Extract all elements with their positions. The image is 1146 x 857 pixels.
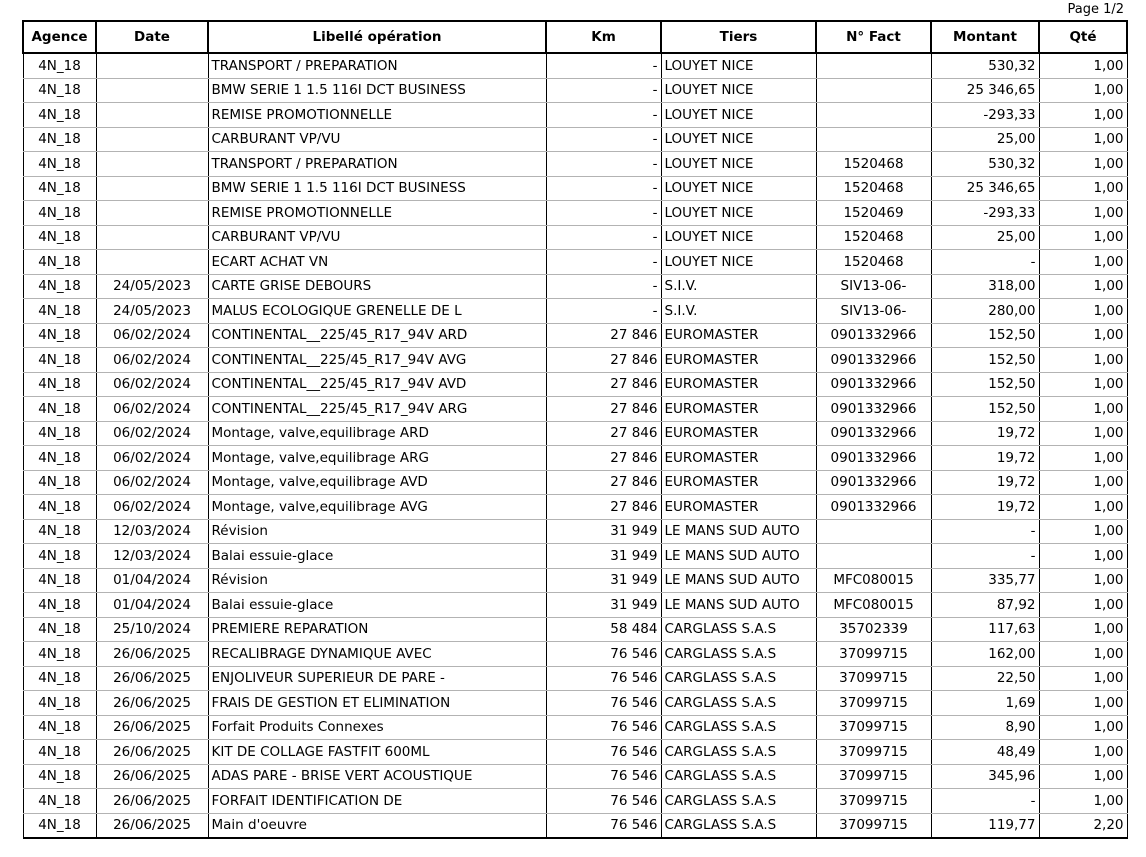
cell-agence: 4N_18	[23, 372, 96, 397]
cell-tiers: EUROMASTER	[661, 495, 816, 520]
cell-tiers: CARGLASS S.A.S	[661, 642, 816, 667]
cell-libelle: KIT DE COLLAGE FASTFIT 600ML	[208, 740, 546, 765]
cell-libelle: RECALIBRAGE DYNAMIQUE AVEC	[208, 642, 546, 667]
cell-libelle: CONTINENTAL__225/45_R17_94V ARD	[208, 323, 546, 348]
cell-date: 06/02/2024	[96, 348, 208, 373]
cell-montant: -	[931, 789, 1039, 814]
table-row	[23, 789, 1127, 814]
cell-montant: 119,77	[931, 813, 1039, 838]
cell-date: 06/02/2024	[96, 495, 208, 520]
cell-montant: 8,90	[931, 715, 1039, 740]
cell-date: 12/03/2024	[96, 519, 208, 544]
cell-km: 76 546	[546, 691, 661, 716]
cell-agence: 4N_18	[23, 764, 96, 789]
cell-montant: 87,92	[931, 593, 1039, 618]
cell-tiers: CARGLASS S.A.S	[661, 715, 816, 740]
cell-tiers: CARGLASS S.A.S	[661, 789, 816, 814]
cell-date: 26/06/2025	[96, 715, 208, 740]
cell-date	[96, 127, 208, 152]
cell-libelle: Révision	[208, 568, 546, 593]
table-row	[23, 250, 1127, 275]
cell-libelle: CARBURANT VP/VU	[208, 127, 546, 152]
cell-tiers: EUROMASTER	[661, 397, 816, 422]
cell-km: 76 546	[546, 715, 661, 740]
table-row	[23, 421, 1127, 446]
operations-table	[22, 20, 1128, 839]
cell-date: 06/02/2024	[96, 446, 208, 471]
cell-qte: 1,00	[1039, 372, 1127, 397]
cell-montant: 152,50	[931, 397, 1039, 422]
cell-montant: 22,50	[931, 666, 1039, 691]
cell-agence: 4N_18	[23, 593, 96, 618]
cell-km: -	[546, 299, 661, 324]
cell-nfact: MFC080015	[816, 593, 931, 618]
cell-date	[96, 78, 208, 103]
cell-tiers: EUROMASTER	[661, 470, 816, 495]
cell-agence: 4N_18	[23, 519, 96, 544]
cell-nfact: 1520468	[816, 225, 931, 250]
cell-nfact: 37099715	[816, 715, 931, 740]
cell-qte: 1,00	[1039, 78, 1127, 103]
cell-agence: 4N_18	[23, 78, 96, 103]
cell-km: 31 949	[546, 519, 661, 544]
cell-qte: 1,00	[1039, 348, 1127, 373]
cell-montant: 530,32	[931, 152, 1039, 177]
cell-libelle: PREMIERE REPARATION	[208, 617, 546, 642]
cell-libelle: Montage, valve,equilibrage AVG	[208, 495, 546, 520]
cell-nfact: 37099715	[816, 666, 931, 691]
cell-agence: 4N_18	[23, 568, 96, 593]
cell-libelle: Forfait Produits Connexes	[208, 715, 546, 740]
cell-tiers: EUROMASTER	[661, 446, 816, 471]
cell-tiers: EUROMASTER	[661, 372, 816, 397]
cell-qte: 1,00	[1039, 617, 1127, 642]
cell-montant: 25,00	[931, 225, 1039, 250]
cell-agence: 4N_18	[23, 397, 96, 422]
cell-libelle: TRANSPORT / PREPARATION	[208, 53, 546, 78]
cell-nfact: 37099715	[816, 813, 931, 838]
table-row	[23, 127, 1127, 152]
cell-montant: 19,72	[931, 446, 1039, 471]
table-row	[23, 372, 1127, 397]
header-tiers: Tiers	[661, 21, 816, 53]
cell-qte: 1,00	[1039, 470, 1127, 495]
cell-km: 31 949	[546, 593, 661, 618]
cell-libelle: Montage, valve,equilibrage AVD	[208, 470, 546, 495]
cell-tiers: LOUYET NICE	[661, 201, 816, 226]
cell-nfact	[816, 78, 931, 103]
cell-libelle: CONTINENTAL__225/45_R17_94V AVG	[208, 348, 546, 373]
cell-qte: 1,00	[1039, 103, 1127, 128]
cell-km: 76 546	[546, 813, 661, 838]
cell-agence: 4N_18	[23, 176, 96, 201]
cell-nfact	[816, 53, 931, 78]
cell-qte: 1,00	[1039, 568, 1127, 593]
cell-agence: 4N_18	[23, 127, 96, 152]
cell-km: -	[546, 176, 661, 201]
cell-km: -	[546, 127, 661, 152]
table-row	[23, 740, 1127, 765]
cell-qte: 1,00	[1039, 299, 1127, 324]
cell-tiers: LE MANS SUD AUTO	[661, 544, 816, 569]
cell-km: -	[546, 103, 661, 128]
cell-km: 27 846	[546, 372, 661, 397]
cell-date: 12/03/2024	[96, 544, 208, 569]
table-row	[23, 544, 1127, 569]
cell-libelle: FRAIS DE GESTION ET ELIMINATION	[208, 691, 546, 716]
cell-date	[96, 176, 208, 201]
cell-tiers: LOUYET NICE	[661, 78, 816, 103]
table-row	[23, 593, 1127, 618]
cell-date: 26/06/2025	[96, 666, 208, 691]
cell-qte: 1,00	[1039, 201, 1127, 226]
cell-montant: -	[931, 519, 1039, 544]
cell-qte: 1,00	[1039, 764, 1127, 789]
cell-montant: 1,69	[931, 691, 1039, 716]
table-row	[23, 446, 1127, 471]
cell-km: -	[546, 78, 661, 103]
cell-nfact: 35702339	[816, 617, 931, 642]
table-row	[23, 53, 1127, 78]
cell-qte: 1,00	[1039, 225, 1127, 250]
cell-agence: 4N_18	[23, 813, 96, 838]
cell-agence: 4N_18	[23, 250, 96, 275]
cell-tiers: EUROMASTER	[661, 323, 816, 348]
cell-km: -	[546, 152, 661, 177]
cell-nfact: 1520468	[816, 152, 931, 177]
cell-montant: 152,50	[931, 372, 1039, 397]
cell-tiers: EUROMASTER	[661, 421, 816, 446]
cell-tiers: S.I.V.	[661, 299, 816, 324]
table-row	[23, 813, 1127, 838]
cell-qte: 1,00	[1039, 176, 1127, 201]
cell-agence: 4N_18	[23, 274, 96, 299]
cell-libelle: TRANSPORT / PREPARATION	[208, 152, 546, 177]
cell-tiers: LOUYET NICE	[661, 225, 816, 250]
cell-qte: 1,00	[1039, 127, 1127, 152]
cell-montant: 280,00	[931, 299, 1039, 324]
cell-nfact: 0901332966	[816, 421, 931, 446]
table-row	[23, 666, 1127, 691]
cell-nfact: 1520468	[816, 176, 931, 201]
cell-montant: -293,33	[931, 103, 1039, 128]
cell-libelle: ENJOLIVEUR SUPERIEUR DE PARE -	[208, 666, 546, 691]
cell-montant: 19,72	[931, 470, 1039, 495]
cell-date: 26/06/2025	[96, 642, 208, 667]
cell-nfact: 37099715	[816, 740, 931, 765]
cell-montant: 19,72	[931, 421, 1039, 446]
cell-date	[96, 201, 208, 226]
cell-montant: 335,77	[931, 568, 1039, 593]
cell-date	[96, 225, 208, 250]
cell-libelle: Révision	[208, 519, 546, 544]
table-row	[23, 348, 1127, 373]
header-libelle: Libellé opération	[208, 21, 546, 53]
cell-date: 26/06/2025	[96, 740, 208, 765]
cell-date: 26/06/2025	[96, 691, 208, 716]
cell-km: -	[546, 225, 661, 250]
cell-km: 27 846	[546, 470, 661, 495]
cell-agence: 4N_18	[23, 642, 96, 667]
cell-date: 25/10/2024	[96, 617, 208, 642]
header-date: Date	[96, 21, 208, 53]
cell-qte: 1,00	[1039, 421, 1127, 446]
cell-qte: 1,00	[1039, 593, 1127, 618]
cell-date: 06/02/2024	[96, 421, 208, 446]
cell-nfact: 0901332966	[816, 323, 931, 348]
cell-montant: 162,00	[931, 642, 1039, 667]
cell-nfact	[816, 103, 931, 128]
cell-km: 27 846	[546, 323, 661, 348]
cell-qte: 1,00	[1039, 642, 1127, 667]
cell-qte: 1,00	[1039, 152, 1127, 177]
cell-libelle: REMISE PROMOTIONNELLE	[208, 103, 546, 128]
cell-libelle: FORFAIT IDENTIFICATION DE	[208, 789, 546, 814]
cell-agence: 4N_18	[23, 617, 96, 642]
cell-nfact: 0901332966	[816, 470, 931, 495]
table-row	[23, 519, 1127, 544]
cell-libelle: ADAS PARE - BRISE VERT ACOUSTIQUE	[208, 764, 546, 789]
cell-montant: -293,33	[931, 201, 1039, 226]
cell-tiers: LOUYET NICE	[661, 53, 816, 78]
header-nfact: N° Fact	[816, 21, 931, 53]
table-row	[23, 617, 1127, 642]
cell-nfact: 0901332966	[816, 446, 931, 471]
header-qte: Qté	[1039, 21, 1127, 53]
cell-libelle: Montage, valve,equilibrage ARG	[208, 446, 546, 471]
cell-nfact: 0901332966	[816, 372, 931, 397]
cell-montant: 48,49	[931, 740, 1039, 765]
cell-agence: 4N_18	[23, 53, 96, 78]
cell-km: 76 546	[546, 764, 661, 789]
cell-date	[96, 103, 208, 128]
cell-tiers: CARGLASS S.A.S	[661, 617, 816, 642]
cell-date: 24/05/2023	[96, 299, 208, 324]
cell-montant: 345,96	[931, 764, 1039, 789]
cell-tiers: CARGLASS S.A.S	[661, 740, 816, 765]
cell-agence: 4N_18	[23, 225, 96, 250]
cell-date: 06/02/2024	[96, 397, 208, 422]
cell-tiers: EUROMASTER	[661, 348, 816, 373]
cell-date: 26/06/2025	[96, 813, 208, 838]
cell-date	[96, 53, 208, 78]
cell-libelle: CARTE GRISE DEBOURS	[208, 274, 546, 299]
cell-qte: 1,00	[1039, 250, 1127, 275]
cell-montant: 117,63	[931, 617, 1039, 642]
cell-agence: 4N_18	[23, 446, 96, 471]
cell-qte: 1,00	[1039, 715, 1127, 740]
cell-tiers: CARGLASS S.A.S	[661, 666, 816, 691]
cell-qte: 1,00	[1039, 691, 1127, 716]
cell-libelle: CONTINENTAL__225/45_R17_94V AVD	[208, 372, 546, 397]
cell-tiers: LE MANS SUD AUTO	[661, 593, 816, 618]
cell-libelle: BMW SERIE 1 1.5 116I DCT BUSINESS	[208, 78, 546, 103]
cell-qte: 1,00	[1039, 397, 1127, 422]
cell-nfact: 0901332966	[816, 495, 931, 520]
cell-qte: 1,00	[1039, 323, 1127, 348]
cell-km: 27 846	[546, 397, 661, 422]
cell-montant: 25,00	[931, 127, 1039, 152]
cell-km: -	[546, 250, 661, 275]
table-row	[23, 397, 1127, 422]
cell-agence: 4N_18	[23, 103, 96, 128]
cell-agence: 4N_18	[23, 323, 96, 348]
cell-montant: -	[931, 250, 1039, 275]
cell-tiers: LOUYET NICE	[661, 103, 816, 128]
cell-date: 01/04/2024	[96, 568, 208, 593]
cell-agence: 4N_18	[23, 421, 96, 446]
cell-nfact	[816, 127, 931, 152]
cell-date	[96, 250, 208, 275]
cell-nfact: 37099715	[816, 789, 931, 814]
cell-nfact: 1520469	[816, 201, 931, 226]
cell-libelle: CARBURANT VP/VU	[208, 225, 546, 250]
cell-agence: 4N_18	[23, 348, 96, 373]
cell-km: 76 546	[546, 666, 661, 691]
cell-tiers: LE MANS SUD AUTO	[661, 519, 816, 544]
cell-montant: 25 346,65	[931, 176, 1039, 201]
cell-agence: 4N_18	[23, 201, 96, 226]
cell-nfact	[816, 519, 931, 544]
cell-tiers: S.I.V.	[661, 274, 816, 299]
cell-qte: 1,00	[1039, 519, 1127, 544]
cell-montant: 152,50	[931, 348, 1039, 373]
cell-montant: -	[931, 544, 1039, 569]
cell-qte: 1,00	[1039, 789, 1127, 814]
cell-agence: 4N_18	[23, 740, 96, 765]
cell-km: 27 846	[546, 421, 661, 446]
cell-tiers: LOUYET NICE	[661, 127, 816, 152]
cell-km: 76 546	[546, 740, 661, 765]
cell-date	[96, 152, 208, 177]
cell-tiers: LE MANS SUD AUTO	[661, 568, 816, 593]
header-km: Km	[546, 21, 661, 53]
cell-km: 27 846	[546, 348, 661, 373]
cell-qte: 1,00	[1039, 740, 1127, 765]
cell-date: 06/02/2024	[96, 470, 208, 495]
cell-nfact: 1520468	[816, 250, 931, 275]
cell-qte: 1,00	[1039, 53, 1127, 78]
table-row	[23, 715, 1127, 740]
table-row	[23, 176, 1127, 201]
cell-nfact: 37099715	[816, 764, 931, 789]
cell-nfact: SIV13-06-	[816, 274, 931, 299]
cell-km: 27 846	[546, 446, 661, 471]
cell-agence: 4N_18	[23, 544, 96, 569]
cell-date: 06/02/2024	[96, 323, 208, 348]
cell-qte: 1,00	[1039, 446, 1127, 471]
cell-agence: 4N_18	[23, 789, 96, 814]
table-row	[23, 642, 1127, 667]
cell-date: 01/04/2024	[96, 593, 208, 618]
table-row	[23, 470, 1127, 495]
header-agence: Agence	[23, 21, 96, 53]
cell-km: 27 846	[546, 495, 661, 520]
cell-km: -	[546, 274, 661, 299]
table-row	[23, 691, 1127, 716]
table-row	[23, 299, 1127, 324]
cell-agence: 4N_18	[23, 666, 96, 691]
cell-km: 76 546	[546, 642, 661, 667]
cell-montant: 25 346,65	[931, 78, 1039, 103]
cell-tiers: CARGLASS S.A.S	[661, 691, 816, 716]
cell-qte: 1,00	[1039, 544, 1127, 569]
cell-libelle: Balai essuie-glace	[208, 544, 546, 569]
cell-km: 76 546	[546, 789, 661, 814]
cell-tiers: CARGLASS S.A.S	[661, 764, 816, 789]
cell-qte: 1,00	[1039, 666, 1127, 691]
table-row	[23, 201, 1127, 226]
table-row	[23, 274, 1127, 299]
table-row	[23, 323, 1127, 348]
page-number: Page 1/2	[1067, 2, 1124, 17]
cell-qte: 1,00	[1039, 274, 1127, 299]
cell-date: 26/06/2025	[96, 789, 208, 814]
cell-agence: 4N_18	[23, 299, 96, 324]
cell-libelle: BMW SERIE 1 1.5 116I DCT BUSINESS	[208, 176, 546, 201]
cell-km: 31 949	[546, 544, 661, 569]
cell-agence: 4N_18	[23, 495, 96, 520]
table-row	[23, 764, 1127, 789]
cell-nfact: 37099715	[816, 642, 931, 667]
cell-montant: 318,00	[931, 274, 1039, 299]
cell-libelle: Balai essuie-glace	[208, 593, 546, 618]
cell-montant: 152,50	[931, 323, 1039, 348]
cell-agence: 4N_18	[23, 152, 96, 177]
table-row	[23, 495, 1127, 520]
cell-qte: 2,20	[1039, 813, 1127, 838]
cell-libelle: CONTINENTAL__225/45_R17_94V ARG	[208, 397, 546, 422]
table-row	[23, 152, 1127, 177]
cell-montant: 530,32	[931, 53, 1039, 78]
table-header-row	[23, 21, 1127, 53]
cell-montant: 19,72	[931, 495, 1039, 520]
cell-libelle: ECART ACHAT VN	[208, 250, 546, 275]
cell-nfact: 37099715	[816, 691, 931, 716]
cell-tiers: LOUYET NICE	[661, 176, 816, 201]
cell-tiers: LOUYET NICE	[661, 152, 816, 177]
cell-nfact: 0901332966	[816, 348, 931, 373]
cell-nfact: SIV13-06-	[816, 299, 931, 324]
cell-libelle: MALUS ECOLOGIQUE GRENELLE DE L	[208, 299, 546, 324]
cell-tiers: CARGLASS S.A.S	[661, 813, 816, 838]
cell-libelle: Main d'oeuvre	[208, 813, 546, 838]
cell-agence: 4N_18	[23, 715, 96, 740]
cell-agence: 4N_18	[23, 691, 96, 716]
table-row	[23, 568, 1127, 593]
cell-libelle: REMISE PROMOTIONNELLE	[208, 201, 546, 226]
table-row	[23, 225, 1127, 250]
cell-km: 31 949	[546, 568, 661, 593]
cell-date: 26/06/2025	[96, 764, 208, 789]
table-row	[23, 103, 1127, 128]
cell-km: -	[546, 201, 661, 226]
cell-nfact: 0901332966	[816, 397, 931, 422]
table-row	[23, 78, 1127, 103]
cell-tiers: LOUYET NICE	[661, 250, 816, 275]
cell-agence: 4N_18	[23, 470, 96, 495]
cell-nfact: MFC080015	[816, 568, 931, 593]
cell-libelle: Montage, valve,equilibrage ARD	[208, 421, 546, 446]
cell-km: 58 484	[546, 617, 661, 642]
cell-date: 24/05/2023	[96, 274, 208, 299]
cell-km: -	[546, 53, 661, 78]
header-montant: Montant	[931, 21, 1039, 53]
cell-date: 06/02/2024	[96, 372, 208, 397]
cell-qte: 1,00	[1039, 495, 1127, 520]
cell-nfact	[816, 544, 931, 569]
